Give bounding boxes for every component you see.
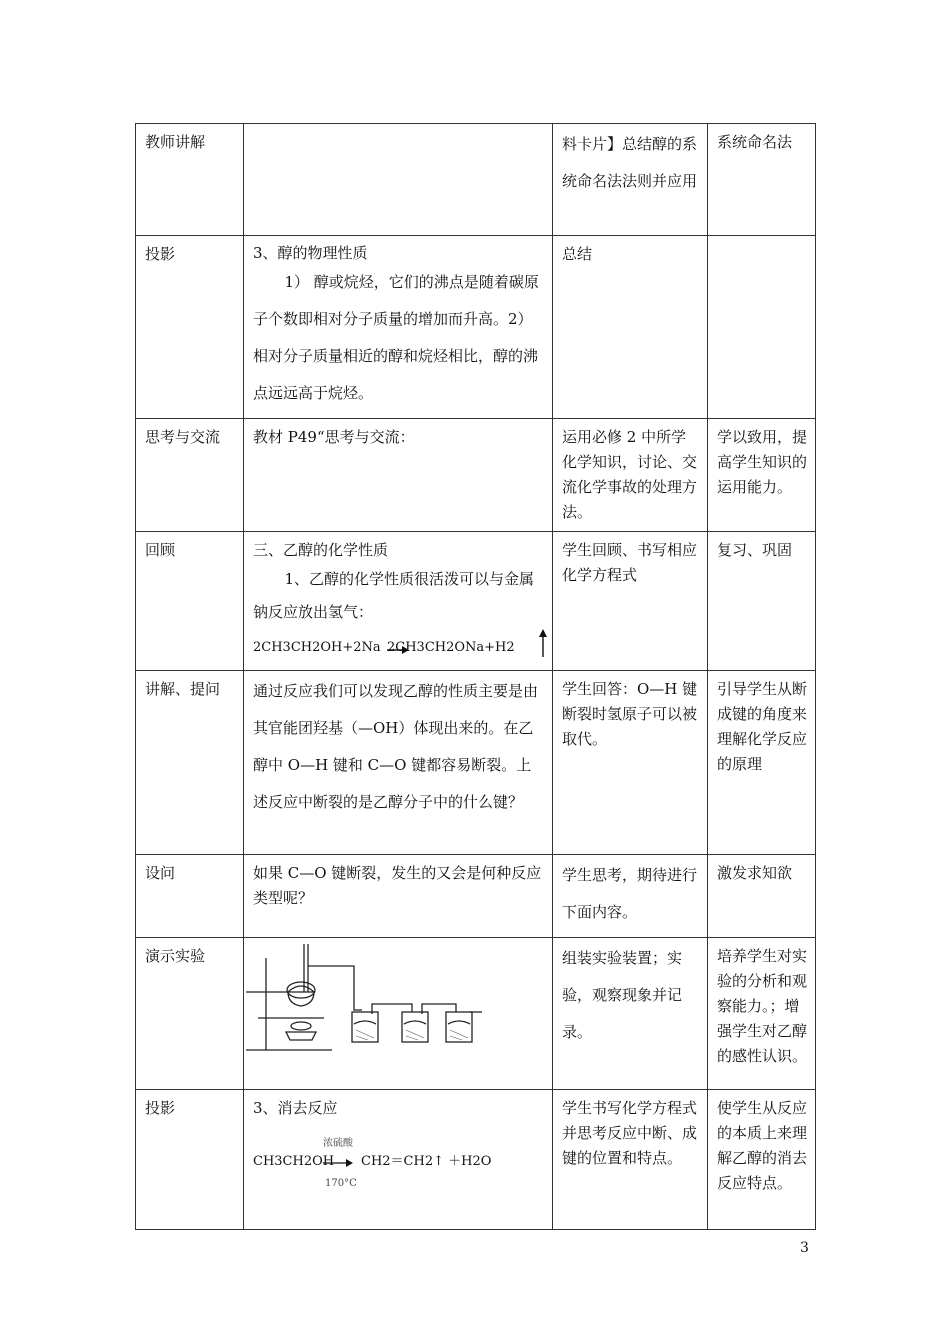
purpose-cell: 复习、巩固	[708, 532, 816, 671]
equation-reactants: 2CH3CH2OH+2Na	[253, 640, 381, 655]
experiment-apparatus-diagram	[244, 940, 484, 1060]
equation-products: 2CH3CH2ONa+H2	[387, 640, 515, 655]
content-cell	[244, 236, 553, 419]
content-cell	[244, 532, 553, 671]
student-cell: 学生思考，期待进行下面内容。	[553, 855, 708, 938]
lesson-plan-table	[135, 123, 816, 1230]
purpose-cell: 激发求知欲	[708, 855, 816, 938]
student-cell: 总结	[553, 236, 708, 419]
purpose-cell: 引导学生从断成键的角度来理解化学反应的原理	[708, 671, 816, 855]
content-cell	[244, 124, 553, 236]
equation-reactant: CH3CH2OH	[253, 1154, 335, 1169]
gas-up-arrow-icon	[537, 629, 549, 657]
content-heading: 3、醇的物理性质	[253, 244, 368, 262]
step-cell: 演示实验	[136, 938, 244, 1090]
elimination-equation	[253, 1127, 544, 1187]
equation-products: CH2＝CH2↑ ＋H2O	[361, 1154, 492, 1169]
content-cell	[244, 938, 553, 1090]
step-cell: 思考与交流	[136, 419, 244, 532]
content-cell: 如果 C—O 键断裂，发生的又会是何种反应类型呢？	[244, 855, 553, 938]
purpose-cell: 学以致用，提高学生知识的运用能力。	[708, 419, 816, 532]
table-row	[136, 671, 816, 855]
purpose-cell: 培养学生对实验的分析和观察能力。；增强学生对乙醇的感性认识。	[708, 938, 816, 1090]
table-row	[136, 532, 816, 671]
content-cell: 教材 P49“思考与交流：	[244, 419, 553, 532]
page-number: 3	[800, 1240, 809, 1256]
purpose-cell: 使学生从反应的本质上来理解乙醇的消去反应特点。	[708, 1090, 816, 1230]
content-heading: 三、乙醇的化学性质	[253, 541, 389, 559]
purpose-cell	[708, 236, 816, 419]
table-row	[136, 124, 816, 236]
student-cell: 组装实验装置；实验，观察现象并记录。	[553, 938, 708, 1090]
table-row	[136, 855, 816, 938]
step-cell: 讲解、提问	[136, 671, 244, 855]
step-cell: 教师讲解	[136, 124, 244, 236]
table-row	[136, 1090, 816, 1230]
content-cell	[244, 1090, 553, 1230]
step-cell: 投影	[136, 236, 244, 419]
reaction-temperature: 170°C	[325, 1178, 357, 1189]
reaction-catalyst: 浓硫酸	[323, 1138, 353, 1149]
student-cell: 料卡片】总结醇的系统命名法法则并应用	[553, 124, 708, 236]
purpose-cell: 系统命名法	[708, 124, 816, 236]
reaction-arrow-icon	[323, 1157, 353, 1169]
student-cell: 学生回顾、书写相应化学方程式	[553, 532, 708, 671]
table-row	[136, 236, 816, 419]
step-cell: 回顾	[136, 532, 244, 671]
table-row	[136, 938, 816, 1090]
content-paragraph: 1） 醇或烷烃，它们的沸点是随着碳原子个数即相对分子质量的增加而升高。2）相对分子质量相近的醇和烷烃相比，醇的沸点远远高于烷烃。	[253, 273, 539, 402]
student-cell: 学生书写化学方程式并思考反应中断、成键的位置和特点。	[553, 1090, 708, 1230]
table-row	[136, 419, 816, 532]
student-cell: 学生回答：O—H 键断裂时氢原子可以被取代。	[553, 671, 708, 855]
content-paragraph: 1、乙醇的化学性质很活泼可以与金属钠反应放出氢气：	[253, 570, 535, 621]
step-cell: 投影	[136, 1090, 244, 1230]
sodium-reaction-equation	[253, 635, 544, 661]
content-cell: 通过反应我们可以发现乙醇的性质主要是由其官能团羟基（—OH）体现出来的。在乙醇中 O—H 键和 C—O 键都容易断裂。上述反应中断裂的是乙醇分子中的什么键？	[244, 671, 553, 855]
student-cell: 运用必修 2 中所学化学知识，讨论、交流化学事故的处理方法。	[553, 419, 708, 532]
step-cell: 设问	[136, 855, 244, 938]
content-heading: 3、消去反应	[253, 1099, 338, 1117]
